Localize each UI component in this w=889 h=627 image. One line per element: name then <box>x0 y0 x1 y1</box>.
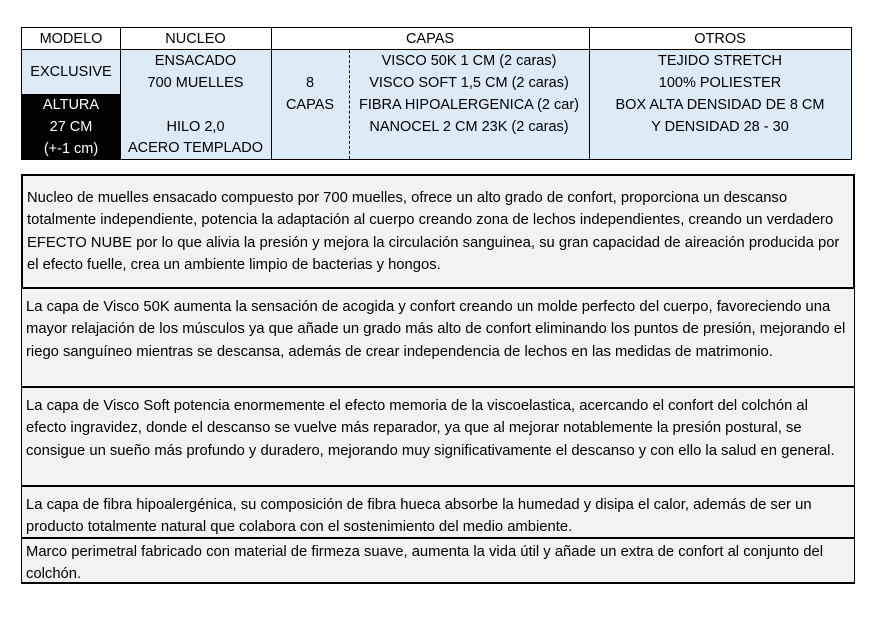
description-visco-soft: La capa de Visco Soft potencia enormemente el efecto memoria de la viscoelastica, acercando el confort del colchón al efecto ingravidez, donde el descanso se vuelve más reparador, ya que al mejorar notablemente la presión postural, se consigue un sueño más profundo y duradero, mejorando muy significativamente el descanso y con ello la salud en general. <box>21 387 855 486</box>
header-nucleo: NUCLEO <box>120 28 271 50</box>
capa-item: NANOCEL 2 CM 23K (2 caras) <box>369 119 569 135</box>
nucleo-cell <box>120 50 271 159</box>
capas-count-number: 8 <box>305 75 315 91</box>
capas-dashed-divider <box>349 50 350 159</box>
altura-cell <box>22 94 120 159</box>
column-divider <box>589 28 590 159</box>
capa-item: VISCO 50K 1 CM (2 caras) <box>381 53 557 69</box>
altura-value: 27 CM <box>49 119 93 135</box>
modelo-name: EXCLUSIVE <box>30 64 112 80</box>
capas-count-label: CAPAS <box>285 97 335 113</box>
header-capas: CAPAS <box>271 28 589 50</box>
altura-tolerance: (+-1 cm) <box>43 141 99 157</box>
otros-item: BOX ALTA DENSIDAD DE 8 CM <box>615 97 825 113</box>
column-divider <box>271 28 272 159</box>
column-divider <box>120 28 121 159</box>
otros-item: Y DENSIDAD 28 - 30 <box>651 119 789 135</box>
capas-count-cell <box>271 50 349 159</box>
header-otros: OTROS <box>589 28 851 50</box>
nucleo-line: 700 MUELLES <box>147 75 244 91</box>
altura-label: ALTURA <box>42 97 100 113</box>
description-visco-50k: La capa de Visco 50K aumenta la sensación de acogida y confort creando un molde perfecto del cuerpo, favoreciendo una mayor relajación de los músculos ya que añade un grado más alto de confort eliminando los puntos de presión, mejorando el riego sanguíneo mientras se descansa, además de crear independencia de lechos en las medidas de matrimonio. <box>21 288 855 387</box>
nucleo-line: ACERO TEMPLADO <box>127 140 264 156</box>
capa-item: FIBRA HIPOALERGENICA (2 car) <box>359 97 579 113</box>
otros-item: TEJIDO STRETCH <box>657 53 783 69</box>
nucleo-line: HILO 2,0 <box>166 119 225 135</box>
otros-item: 100% POLIESTER <box>658 75 782 91</box>
spec-table <box>21 27 852 160</box>
description-fibra: La capa de fibra hipoalergénica, su composición de fibra hueca absorbe la humedad y disipa el calor, además de ser un producto totalmente natural que colabora con el sostenimiento del medio ambiente. <box>21 486 855 538</box>
capas-list-cell <box>349 50 589 159</box>
otros-cell <box>589 50 851 159</box>
description-nucleo: Nucleo de muelles ensacado compuesto por 700 muelles, ofrece un alto grado de confort, proporciona un descanso totalmente independiente, potencia la adaptación al cuerpo creando zona de lechos independientes, creando un verdadero EFECTO NUBE por lo que alivia la presión y mejora la circulación sanguinea, su gran capacidad de aireación producida por el efecto fuelle, crea un ambiente limpio de bacterias y hongos. <box>21 174 855 288</box>
header-modelo: MODELO <box>22 28 120 50</box>
description-marco: Marco perimetral fabricado con material de firmeza suave, aumenta la vida útil y añade un extra de confort al conjunto del colchón. <box>21 538 855 584</box>
capa-item: VISCO SOFT 1,5 CM (2 caras) <box>369 75 569 91</box>
modelo-name-cell <box>22 50 120 94</box>
nucleo-line: ENSACADO <box>154 53 237 69</box>
